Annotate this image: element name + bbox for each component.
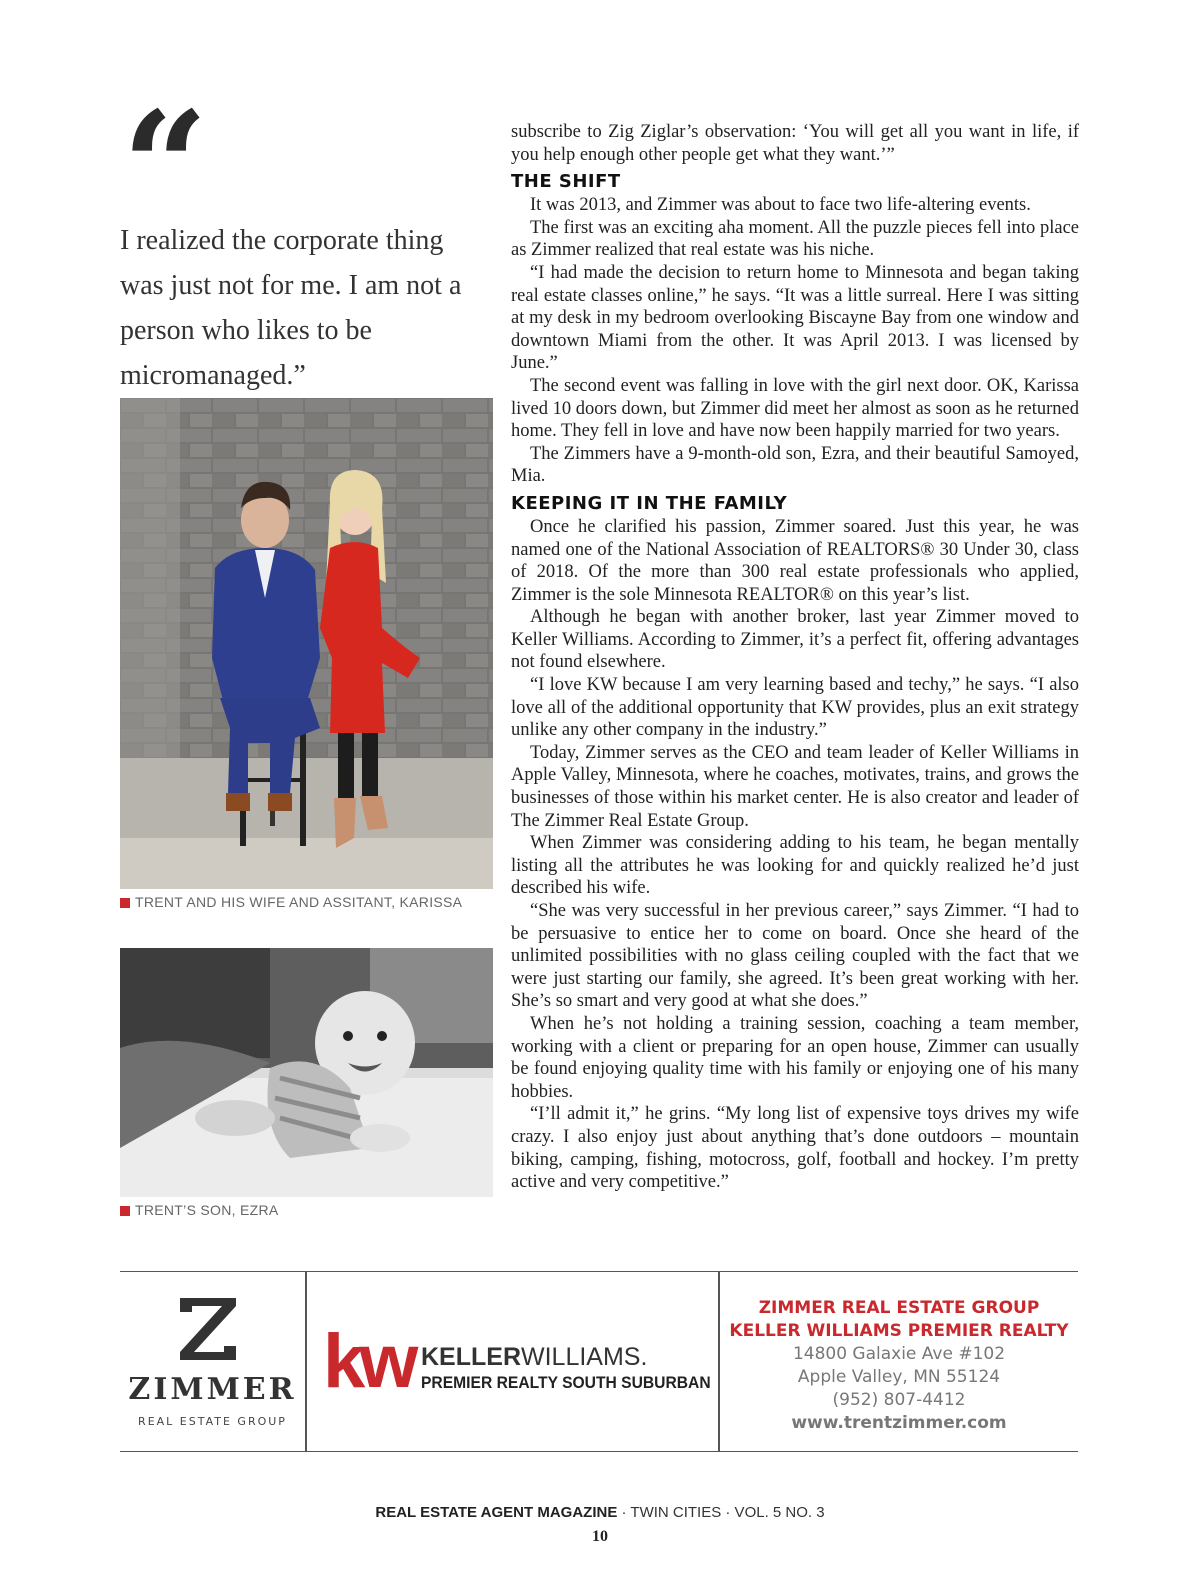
contact-block bbox=[720, 1297, 1078, 1435]
paragraph: Today, Zimmer serves as the CEO and team leader of Keller Williams in Apple Valley, Minnesota, where he coaches, motivates, trains, and grows the businesses of those within his market center. He is also creator and leader of The Zimmer Real Estate Group. bbox=[511, 742, 1079, 831]
paragraph: When he’s not holding a training session, coaching a team member, working with a client or preparing for an open house, Zimmer can usually be found enjoying quality time with his family or enjoying one of his many hobbies. bbox=[511, 1013, 1079, 1102]
contact-company: ZIMMER REAL ESTATE GROUP bbox=[758, 1298, 1040, 1318]
couple-photo bbox=[120, 398, 493, 889]
baby-photo-caption bbox=[120, 1202, 279, 1218]
kw-office-name: PREMIER REALTY SOUTH SUBURBAN bbox=[421, 1373, 711, 1392]
contact-address-line2: Apple Valley, MN 55124 bbox=[797, 1367, 1001, 1387]
kw-brand-name bbox=[421, 1344, 647, 1370]
z-logo-icon bbox=[178, 1298, 238, 1360]
paragraph: subscribe to Zig Ziglar’s observation: ‘You will get all you want in life, if you help enough other people get what they want.’” bbox=[511, 122, 1079, 165]
pull-quote: I realized the corporate thing was just not for me. I am not a person who likes to be micromanaged.” bbox=[120, 225, 462, 391]
couple-photo-caption bbox=[120, 894, 462, 910]
article-body bbox=[511, 121, 1079, 1194]
page-footer bbox=[0, 1504, 1200, 1521]
paragraph: Although he began with another broker, last year Zimmer moved to Keller Williams. According to Zimmer, it’s a perfect fit, offering advantages not found elsewhere. bbox=[511, 607, 1079, 673]
paragraph: The second event was falling in love with the girl next door. OK, Karissa lived 10 doors down, but Zimmer did meet her almost as soon as he returned home. They fell in love and have now been happily married for two years. bbox=[511, 375, 1079, 442]
kw-name-light: WILLIAMS. bbox=[521, 1343, 648, 1371]
quote-mark-icon: “ bbox=[122, 79, 209, 255]
divider bbox=[305, 1272, 307, 1451]
page-number: 10 bbox=[592, 1528, 608, 1545]
paragraph: “I love KW because I am very learning based and techy,” he says. “I also love all of the additional opportunity that KW provides, plus an exit strategy unlike any other company in the industry.” bbox=[511, 675, 1079, 741]
section-heading-the-shift: THE SHIFT bbox=[511, 171, 621, 193]
caption-text: TRENT AND HIS WIFE AND ASSITANT, KARISSA bbox=[135, 894, 463, 910]
contact-address-line1: 14800 Galaxie Ave #102 bbox=[792, 1344, 1006, 1364]
edition-info: · TWIN CITIES · VOL. 5 NO. 3 bbox=[617, 1504, 825, 1521]
publication-name: REAL ESTATE AGENT MAGAZINE bbox=[375, 1504, 618, 1521]
caption-marker-icon bbox=[120, 898, 130, 908]
paragraph: “I had made the decision to return home to Minnesota and began taking real estate classes online,” he says. “It was a little surreal. Here I was sitting at my desk in my bedroom overlooking Biscayne Bay from one window and downtown Miami from the other. It was April 2013. I was licensed by June.” bbox=[511, 262, 1079, 374]
section-heading-keeping-it-in-the-family: KEEPING IT IN THE FAMILY bbox=[511, 492, 788, 514]
kw-mark: kw bbox=[323, 1319, 413, 1404]
paragraph: “She was very successful in her previous career,” says Zimmer. “I had to be persuasive to entice her to come on board. Once she heard of the unlimited possibilities with no glass ceiling coupled with the fact that we were just starting our family, she agreed. It’s been great working with her. She’s so smart and very good at what she does.” bbox=[511, 901, 1079, 1012]
zimmer-logo bbox=[120, 1272, 305, 1451]
paragraph: Once he clarified his passion, Zimmer soared. Just this year, he was named one of the National Association of REALTORS® 30 Under 30, class of 2018. Of the more than 300 real estate professionals who applied, Zimmer is the sole Minnesota REALTOR® on this year’s list. bbox=[511, 516, 1079, 605]
contact-website: www.trentzimmer.com bbox=[791, 1413, 1007, 1433]
paragraph: When Zimmer was considering adding to his team, he began mentally listing all the attributes he was looking for and quickly realized he’d just described his wife. bbox=[511, 833, 1079, 899]
kw-name-bold: KELLER bbox=[421, 1343, 521, 1371]
caption-text: TRENT’S SON, EZRA bbox=[135, 1202, 279, 1218]
baby-photo bbox=[120, 948, 493, 1197]
paragraph: The Zimmers have a 9-month-old son, Ezra, and their beautiful Samoyed, Mia. bbox=[511, 443, 1079, 487]
paragraph: The first was an exciting aha moment. All the puzzle pieces fell into place as Zimmer realized that real estate was his niche. bbox=[511, 217, 1079, 261]
caption-marker-icon bbox=[120, 1206, 130, 1216]
zimmer-logo-word: ZIMMER bbox=[128, 1372, 297, 1407]
advertisement-box bbox=[120, 1271, 1078, 1452]
contact-phone: (952) 807-4412 bbox=[832, 1390, 966, 1410]
paragraph: It was 2013, and Zimmer was about to face two life-altering events. bbox=[530, 195, 1031, 216]
paragraph: “I’ll admit it,” he grins. “My long list of expensive toys drives my wife crazy. I also enjoy just about anything that’s done outdoors – mountain biking, camping, fishing, motocross, golf, football and hockey. I’m pretty active and very competitive.” bbox=[511, 1104, 1079, 1193]
contact-brokerage: KELLER WILLIAMS PREMIER REALTY bbox=[729, 1321, 1069, 1341]
zimmer-logo-subtitle: REAL ESTATE GROUP bbox=[138, 1415, 287, 1428]
